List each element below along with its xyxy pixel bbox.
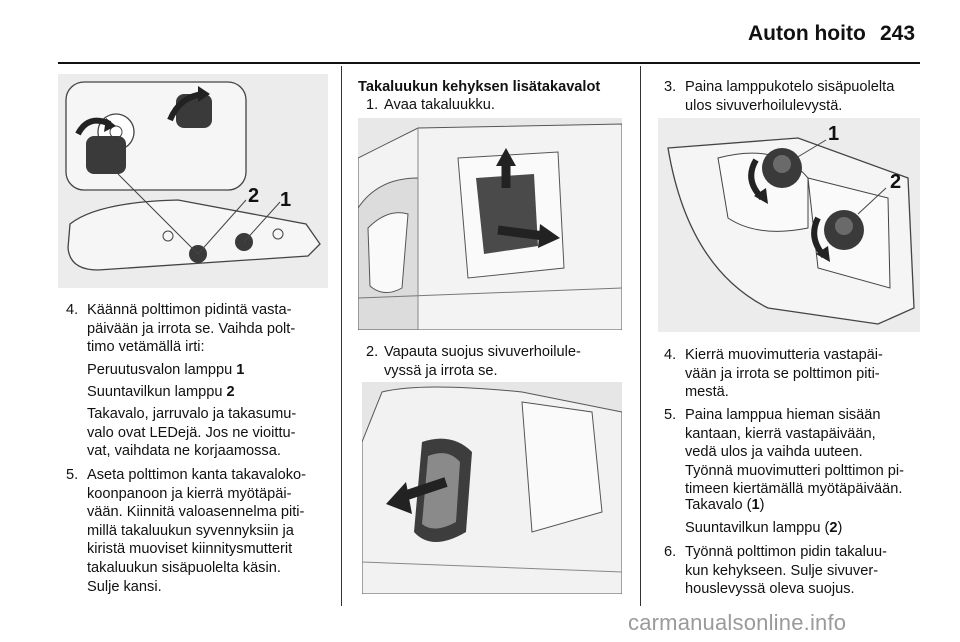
step-number: 2. [366, 344, 379, 360]
item-paren: ) [837, 520, 843, 536]
left-item-1 [87, 361, 244, 380]
callout-1: 1 [280, 189, 292, 211]
step-line: millä takaluukun syvennyksiin ja [87, 522, 294, 539]
right-item-taillight [685, 496, 765, 515]
tailgate-drawing [358, 118, 622, 330]
right-item-indicator [685, 519, 842, 538]
step-number: 5. [66, 467, 79, 483]
section-heading: Takaluukun kehyksen lisätakavalot [358, 79, 601, 95]
illustration-side-trim-cover [362, 382, 622, 594]
side-trim-drawing [362, 382, 622, 594]
step-line: timo vetämällä irti: [87, 339, 205, 356]
step-line: timeen kiertämällä myötäpäivään. [685, 481, 903, 498]
middle-step-1 [366, 96, 626, 116]
rear-lamp-drawing [58, 74, 328, 288]
item-label: Takavalo ( [685, 497, 752, 513]
step-number: 3. [664, 79, 677, 95]
step-line: Vapauta suojus sivuverhoilule- [384, 344, 581, 360]
left-step-5 [66, 466, 338, 598]
item-number: 1 [751, 497, 760, 513]
note-line: vat, vaihdata ne korjaamossa. [87, 443, 281, 460]
column-divider-left [341, 66, 342, 606]
illustration-lamp-housing [658, 118, 920, 332]
callout-1: 1 [828, 123, 840, 145]
step-line: Käännä polttimon pidintä vasta- [87, 302, 292, 318]
step-line: Työnnä muovimutteri polttimon pi- [685, 462, 904, 479]
step-line: Työnnä polttimon pidin takaluu- [685, 544, 888, 560]
lamp-housing-drawing [658, 118, 920, 332]
step-number: 1. [366, 97, 379, 113]
illustration-open-tailgate [358, 118, 622, 330]
step-line: houslevyssä oleva suojus. [685, 581, 855, 598]
step-line: Paina lamppua hieman sisään [685, 407, 881, 423]
step-line: päivään ja irrota se. Vaihda polt- [87, 320, 296, 337]
step-line: kiristä muoviset kiinnitysmutterit [87, 541, 293, 558]
step-number: 6. [664, 544, 677, 560]
step-number: 5. [664, 407, 677, 423]
step-line: koonpanoon ja kierrä myötäpäi- [87, 485, 292, 502]
callout-2: 2 [248, 185, 260, 207]
page-number: 243 [880, 22, 916, 45]
left-note-led [87, 405, 337, 461]
step-line: Sulje kansi. [87, 578, 162, 595]
right-step-5 [664, 406, 954, 502]
left-step-4 [66, 301, 338, 361]
step-line: mestä. [685, 384, 729, 401]
section-title: Auton hoito [748, 22, 866, 45]
right-step-4 [664, 346, 954, 404]
callout-2: 2 [890, 171, 902, 193]
item-number: 1 [236, 362, 245, 378]
step-line: ulos sivuverhoilulevystä. [685, 97, 843, 114]
step-line: kantaan, kierrä vastapäivään, [685, 425, 876, 442]
step-line: Aseta polttimon kanta takavaloko- [87, 467, 307, 483]
step-line: Paina lamppukotelo sisäpuolelta [685, 79, 895, 95]
item-number: 2 [829, 520, 838, 536]
item-label: Suuntavilkun lamppu ( [685, 520, 830, 536]
illustration-rear-lamp-bulbs [58, 74, 328, 288]
step-number: 4. [66, 302, 79, 318]
step-line: Avaa takaluukku. [384, 97, 495, 113]
left-item-2 [87, 383, 235, 402]
right-step-3 [664, 78, 954, 118]
step-line: vään. Kiinnitä valoasennelma piti- [87, 504, 305, 521]
item-label: Suuntavilkun lamppu [87, 384, 227, 400]
right-step-6 [664, 543, 954, 601]
step-line: takaluukun sisäpuolelta käsin. [87, 559, 281, 576]
page-header [0, 14, 960, 54]
watermark: carmanualsonline.info [628, 610, 847, 635]
step-line: Kierrä muovimutteria vastapäi- [685, 347, 883, 363]
header-divider [58, 62, 920, 64]
note-line: valo ovat LEDejä. Jos ne vioittu- [87, 424, 296, 441]
step-number: 4. [664, 347, 677, 363]
middle-step-2 [366, 343, 630, 383]
column-divider-right [640, 66, 641, 606]
step-line: vyssä ja irrota se. [384, 362, 498, 379]
step-line: vedä ulos ja vaihda uuteen. [685, 444, 863, 461]
note-line: Takavalo, jarruvalo ja takasumu- [87, 406, 297, 422]
item-label: Peruutusvalon lamppu [87, 362, 237, 378]
step-line: vään ja irrota se polttimon piti- [685, 365, 880, 382]
item-number: 2 [226, 384, 235, 400]
item-paren: ) [759, 497, 765, 513]
step-line: kun kehykseen. Sulje sivuver- [685, 562, 879, 579]
